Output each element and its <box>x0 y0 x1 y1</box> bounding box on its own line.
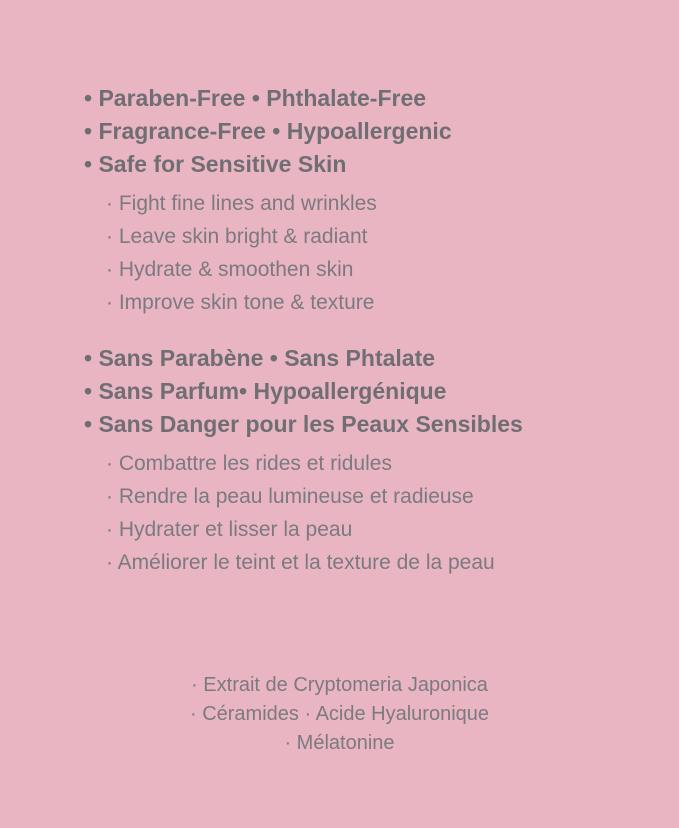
english-headline-3: • Safe for Sensitive Skin <box>84 151 347 177</box>
french-claims <box>84 342 664 579</box>
french-headline-2: • Sans Parfum• Hypoallergénique <box>84 378 447 404</box>
french-headline-1: • Sans Parabène • Sans Phtalate <box>84 345 436 371</box>
ingredient-line: · Céramides · Acide Hyaluronique <box>189 703 490 725</box>
ingredient-line: · Extrait de Cryptomeria Japonica <box>191 674 488 696</box>
english-benefit-item: · Improve skin tone & texture <box>106 291 375 314</box>
english-headline-1: • Paraben-Free • Phthalate-Free <box>84 85 427 111</box>
english-headline-2: • Fragrance-Free • Hypoallergenic <box>84 118 452 144</box>
english-benefit-item: · Hydrate & smoothen skin <box>106 258 354 281</box>
english-claims <box>84 82 664 319</box>
english-benefits-list <box>106 187 664 319</box>
french-benefit-item: · Rendre la peau lumineuse et radieuse <box>106 485 474 508</box>
english-benefit-item: · Fight fine lines and wrinkles <box>106 192 377 215</box>
english-benefit-item: · Leave skin bright & radiant <box>106 225 368 248</box>
french-benefit-item: · Combattre les rides et ridules <box>106 452 392 475</box>
french-benefits-list <box>106 447 664 579</box>
french-benefit-item: · Améliorer le teint et la texture de la peau <box>106 551 495 574</box>
ingredients-list <box>0 671 679 758</box>
ingredient-line: · Mélatonine <box>284 732 395 754</box>
french-headline-3: • Sans Danger pour les Peaux Sensibles <box>84 411 523 437</box>
french-benefit-item: · Hydrater et lisser la peau <box>106 518 353 541</box>
